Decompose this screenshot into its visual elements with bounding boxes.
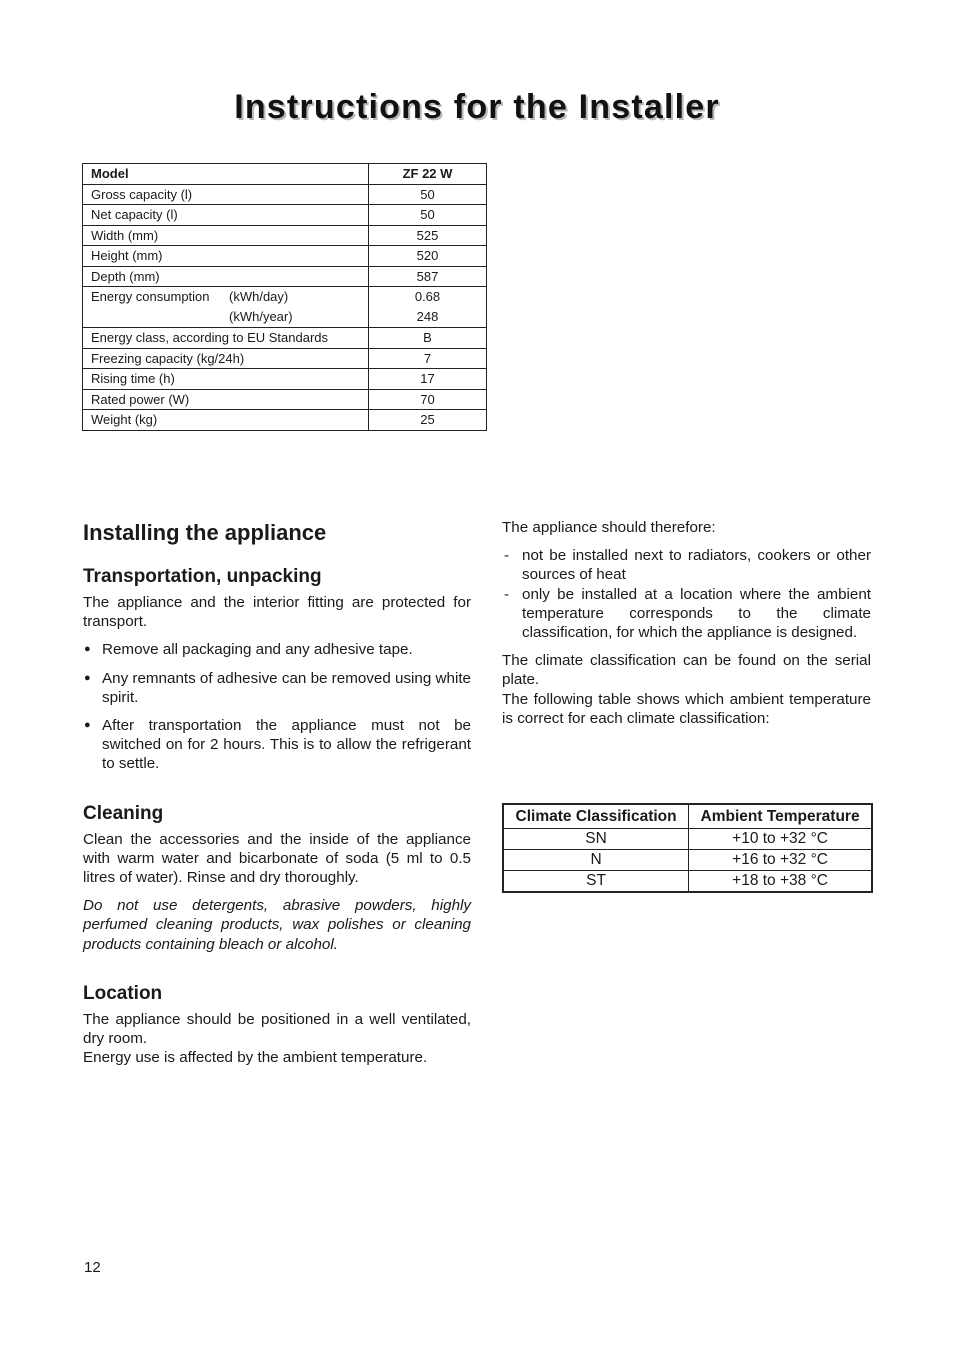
spec-value: 70 <box>369 389 487 410</box>
spec-value: 50 <box>369 205 487 226</box>
page-title: Instructions for the Installer <box>234 88 720 126</box>
ambient-temperature: +18 to +38 °C <box>689 871 872 893</box>
table-row <box>83 328 487 349</box>
spec-value: 25 <box>369 410 487 431</box>
subheading-transportation: Transportation, unpacking <box>83 566 322 587</box>
climate-class: ST <box>503 871 689 893</box>
bullet-icon: ● <box>84 643 91 656</box>
left-column <box>83 518 471 1067</box>
spec-label: Rising time (h) <box>83 369 369 390</box>
therefore-dash-list <box>502 546 871 642</box>
right-column <box>502 518 871 728</box>
climate-plate-text: The climate classification can be found on the serial plate. <box>502 652 871 689</box>
table-row <box>83 225 487 246</box>
cleaning-text: Clean the accessories and the inside of the appliance with warm water and bicarbonate of soda (5 ml to 0.5 litres of water). Rinse and dry thoroughly. <box>83 830 471 887</box>
spec-label: Gross capacity (l) <box>83 184 369 205</box>
spec-label: Freezing capacity (kg/24h) <box>83 348 369 369</box>
energy-label-cell <box>83 287 369 328</box>
column-header: Climate Classification <box>503 804 689 829</box>
spec-value: 7 <box>369 348 487 369</box>
subheading-cleaning: Cleaning <box>83 802 164 824</box>
section-heading-installing: Installing the appliance <box>83 520 327 545</box>
column-header: Ambient Temperature <box>689 804 872 829</box>
spec-label: Rated power (W) <box>83 389 369 410</box>
table-row-energy <box>83 287 487 328</box>
list-item: ● Remove all packaging and any adhesive tape. <box>84 641 413 659</box>
energy-value-cell <box>369 287 487 328</box>
table-header-row <box>503 804 872 829</box>
specifications-table <box>82 163 487 431</box>
dash-icon: - <box>504 585 510 603</box>
energy-value-day: 0.68 <box>414 289 441 304</box>
table-row <box>83 389 487 410</box>
spec-value: 50 <box>369 184 487 205</box>
table-row <box>83 184 487 205</box>
table-row <box>83 266 487 287</box>
model-value: ZF 22 W <box>369 164 487 185</box>
energy-unit-year: (kWh/year) <box>229 309 293 324</box>
spec-label: Depth (mm) <box>83 266 369 287</box>
climate-classification-table <box>502 803 873 893</box>
spec-label: Height (mm) <box>83 246 369 267</box>
list-item: - not be installed next to radiators, cookers or other sources of heat <box>504 547 871 584</box>
spec-value: 520 <box>369 246 487 267</box>
table-row <box>83 348 487 369</box>
dash-icon: - <box>504 547 510 565</box>
location-text-1: The appliance should be positioned in a well ventilated, dry room. <box>83 1010 471 1048</box>
table-row <box>503 871 872 893</box>
energy-value-year: 248 <box>416 309 439 324</box>
transport-intro: The appliance and the interior fitting are protected for transport. <box>83 594 471 631</box>
list-item: ● Any remnants of adhesive can be removed using white spirit. <box>84 669 471 706</box>
cleaning-warning: Do not use detergents, abrasive powders, highly perfumed cleaning products, wax polishes or cleaning products containing bleach or alcohol. <box>83 897 471 953</box>
location-text-2: Energy use is affected by the ambient temperature. <box>83 1049 428 1067</box>
model-label: Model <box>83 164 369 185</box>
subheading-location: Location <box>83 982 163 1004</box>
bullet-icon: ● <box>84 719 91 732</box>
therefore-intro: The appliance should therefore: <box>502 519 716 536</box>
ambient-temperature: +16 to +32 °C <box>689 850 872 871</box>
spec-value: 587 <box>369 266 487 287</box>
table-header-row <box>83 164 487 185</box>
transport-bullet-list <box>83 640 471 773</box>
list-item: ● After transportation the appliance must not be switched on for 2 hours. This is to allow the refrigerant to settle. <box>84 717 471 773</box>
spec-label: Net capacity (l) <box>83 205 369 226</box>
climate-class: SN <box>503 829 689 850</box>
page-number: 12 <box>84 1259 101 1276</box>
spec-value: 17 <box>369 369 487 390</box>
spec-label: Energy class, according to EU Standards <box>83 328 369 349</box>
climate-table-intro: The following table shows which ambient temperature is correct for each climate classification: <box>502 690 871 727</box>
ambient-temperature: +10 to +32 °C <box>689 829 872 850</box>
table-row <box>503 829 872 850</box>
spec-label: Weight (kg) <box>83 410 369 431</box>
table-row <box>503 850 872 871</box>
spec-label: Width (mm) <box>83 225 369 246</box>
table-row <box>83 246 487 267</box>
table-row <box>83 410 487 431</box>
energy-unit-day: (kWh/day) <box>229 289 289 304</box>
spec-value: 525 <box>369 225 487 246</box>
bullet-icon: ● <box>84 671 91 684</box>
table-row <box>83 205 487 226</box>
table-row <box>83 369 487 390</box>
spec-value: B <box>369 328 487 349</box>
energy-label: Energy consumption <box>91 289 210 304</box>
list-item: - only be installed at a location where the ambient temperature corresponds to the climate classification, for which the appliance is designed. <box>504 585 871 642</box>
climate-class: N <box>503 850 689 871</box>
